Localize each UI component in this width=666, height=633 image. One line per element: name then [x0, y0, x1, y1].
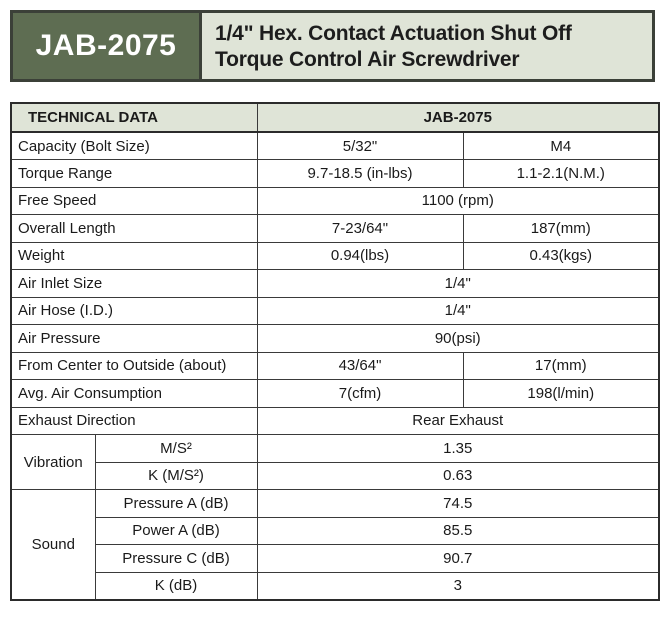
row-sublabel: M/S²: [95, 435, 257, 463]
table-row: [11, 462, 659, 490]
row-sublabel: Pressure C (dB): [95, 545, 257, 573]
row-value: 90.7: [257, 545, 659, 573]
row-label: Free Speed: [11, 187, 257, 215]
row-label: Air Inlet Size: [11, 270, 257, 298]
row-value-imperial: 0.94(lbs): [257, 242, 463, 270]
row-label: Air Hose (I.D.): [11, 297, 257, 325]
row-value: 1100 (rpm): [257, 187, 659, 215]
table-row: [11, 215, 659, 243]
row-label: Avg. Air Consumption: [11, 380, 257, 408]
model-number: JAB-2075: [35, 29, 177, 62]
table-row: [11, 187, 659, 215]
table-row: [11, 545, 659, 573]
table-row: [11, 352, 659, 380]
row-sublabel: K (dB): [95, 572, 257, 600]
row-value: 1/4": [257, 270, 659, 298]
row-value: 0.63: [257, 462, 659, 490]
row-sublabel: Pressure A (dB): [95, 490, 257, 518]
table-row: [11, 490, 659, 518]
row-label: Air Pressure: [11, 325, 257, 353]
technical-data-table: [10, 102, 660, 601]
row-value-metric: 0.43(kgs): [463, 242, 659, 270]
row-value-imperial: 9.7-18.5 (in-lbs): [257, 160, 463, 188]
sound-group-label: Sound: [11, 490, 95, 600]
model-column-heading: JAB-2075: [257, 103, 659, 132]
row-value: 74.5: [257, 490, 659, 518]
title-line-2: Torque Control Air Screwdriver: [215, 48, 520, 71]
table-row: [11, 407, 659, 435]
vibration-group-label: Vibration: [11, 435, 95, 490]
product-title: [215, 21, 646, 73]
table-row: [11, 270, 659, 298]
row-label: Exhaust Direction: [11, 407, 257, 435]
title-line-1: 1/4" Hex. Contact Actuation Shut Off: [215, 22, 572, 45]
table-row: [11, 297, 659, 325]
table-row: [11, 435, 659, 463]
row-value-imperial: 43/64": [257, 352, 463, 380]
model-badge: [13, 13, 202, 79]
row-value-metric: M4: [463, 132, 659, 160]
row-value: 90(psi): [257, 325, 659, 353]
table-header-row: [11, 103, 659, 132]
row-value-metric: 17(mm): [463, 352, 659, 380]
row-label: Weight: [11, 242, 257, 270]
row-sublabel: Power A (dB): [95, 517, 257, 545]
product-header: [10, 10, 655, 82]
table-row: [11, 517, 659, 545]
row-value: Rear Exhaust: [257, 407, 659, 435]
row-value-metric: 1.1-2.1(N.M.): [463, 160, 659, 188]
row-value-imperial: 5/32": [257, 132, 463, 160]
row-value-imperial: 7(cfm): [257, 380, 463, 408]
row-value: 1/4": [257, 297, 659, 325]
table-row: [11, 160, 659, 188]
row-label: Overall Length: [11, 215, 257, 243]
row-value-imperial: 7-23/64": [257, 215, 463, 243]
row-label: Torque Range: [11, 160, 257, 188]
row-value-metric: 198(l/min): [463, 380, 659, 408]
technical-data-heading: TECHNICAL DATA: [11, 103, 257, 132]
table-row: [11, 572, 659, 600]
table-row: [11, 242, 659, 270]
table-row: [11, 380, 659, 408]
row-value-metric: 187(mm): [463, 215, 659, 243]
table-row: [11, 325, 659, 353]
row-sublabel: K (M/S²): [95, 462, 257, 490]
row-label: Capacity (Bolt Size): [11, 132, 257, 160]
row-label: From Center to Outside (about): [11, 352, 257, 380]
table-row: [11, 132, 659, 160]
row-value: 3: [257, 572, 659, 600]
row-value: 1.35: [257, 435, 659, 463]
row-value: 85.5: [257, 517, 659, 545]
